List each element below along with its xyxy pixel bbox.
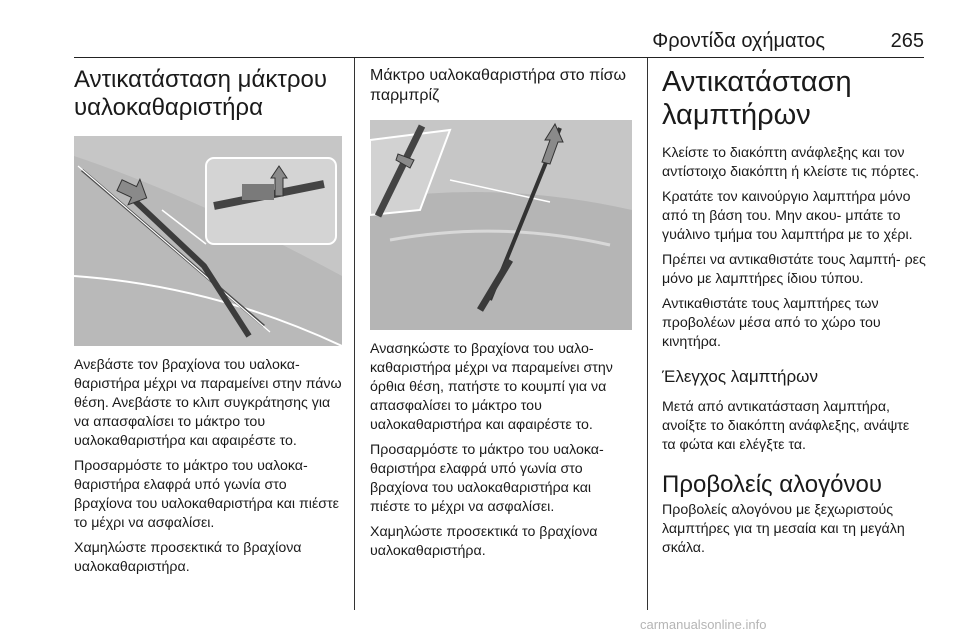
paragraph: Προσαρμόστε το μάκτρο του υαλοκα‐ θαριστήρα ελαφρά υπό γωνία στο βραχίονα του υαλοκαθαριστήρα και πιέστε το μέχρι να ασφαλίσει.	[74, 458, 339, 531]
column-rear-wiper	[370, 58, 632, 567]
page-number: 265	[890, 30, 924, 52]
header-title: Φροντίδα οχήματος	[652, 30, 825, 52]
watermark: carmanualsonline.info	[640, 617, 767, 632]
rear-wiper-drawing	[370, 120, 632, 330]
paragraph: Χαμηλώστε προσεκτικά το βραχίονα υαλοκαθαριστήρα.	[74, 540, 302, 575]
paragraph: Κρατάτε τον καινούργιο λαμπτήρα μόνο από τη βάση του. Μην ακου‐ μπάτε το γυάλινο τμήμα του λαμπτήρα με το χέρι.	[662, 189, 913, 243]
paragraph: Ανασηκώστε το βραχίονα του υαλο‐ καθαριστήρα μέχρι να παραμείνει στην όρθια θέση, πατήστε το κουμπί για να απασφαλίσει το μάκτρο του υαλοκαθαριστήρα και αφαιρέστε το.	[370, 341, 613, 433]
paragraph: Προσαρμόστε το μάκτρο του υαλοκα‐ θαριστήρα ελαφρά υπό γωνία στο βραχίονα του υαλοκαθαριστήρα και πιέστε το μέχρι να ασφαλίσει.	[370, 442, 604, 515]
column-front-wiper	[74, 58, 342, 583]
paragraph: Μετά από αντικατάσταση λαμπτήρα, ανοίξτε το διακόπτη ανάφλεξης, ανάψτε τα φώτα και ελέγξτε τα.	[662, 399, 910, 453]
paragraph: Χαμηλώστε προσεκτικά το βραχίονα υαλοκαθαριστήρα.	[370, 524, 598, 559]
section-heading: Αντικατάσταση μάκτρου υαλοκαθαριστήρα	[74, 66, 327, 121]
section-heading: Προβολείς αλογόνου	[662, 471, 882, 498]
section-heading: Αντικατάσταση λαμπτήρων	[662, 66, 852, 131]
rear-wiper-illustration	[370, 120, 632, 330]
paragraph: Αντικαθιστάτε τους λαμπτήρες των προβολέων μέσα από το χώρο του κινητήρα.	[662, 296, 881, 350]
paragraph: Πρέπει να αντικαθιστάτε τους λαμπτή‐ ρες μόνο με λαμπτήρες ίδιου τύπου.	[662, 252, 926, 287]
paragraph: Κλείστε το διακόπτη ανάφλεξης και τον αντίστοιχο διακόπτη ή κλείστε τις πόρτες.	[662, 145, 920, 180]
front-wiper-drawing	[74, 136, 342, 346]
front-wiper-illustration	[74, 136, 342, 346]
paragraph: Προβολείς αλογόνου με ξεχωριστούς λαμπτήρες για τη μεσαία και τη μεγάλη σκάλα.	[662, 502, 905, 556]
subsection-heading: Έλεγχος λαμπτήρων	[662, 367, 818, 386]
page-header	[0, 0, 960, 58]
column-bulb-replacement	[662, 58, 926, 564]
column-divider	[647, 58, 648, 610]
paragraph: Ανεβάστε τον βραχίονα του υαλοκα‐ θαριστήρα μέχρι να παραμείνει στην πάνω θέση. Ανεβάστε το κλιπ συγκράτησης για να απασφαλίσει το μάκτρο του υαλοκαθαριστήρα και αφαιρέστε το.	[74, 357, 342, 449]
section-heading: Μάκτρο υαλοκαθαριστήρα στο πίσω παρμπρίζ	[370, 67, 627, 104]
column-divider	[354, 58, 355, 610]
